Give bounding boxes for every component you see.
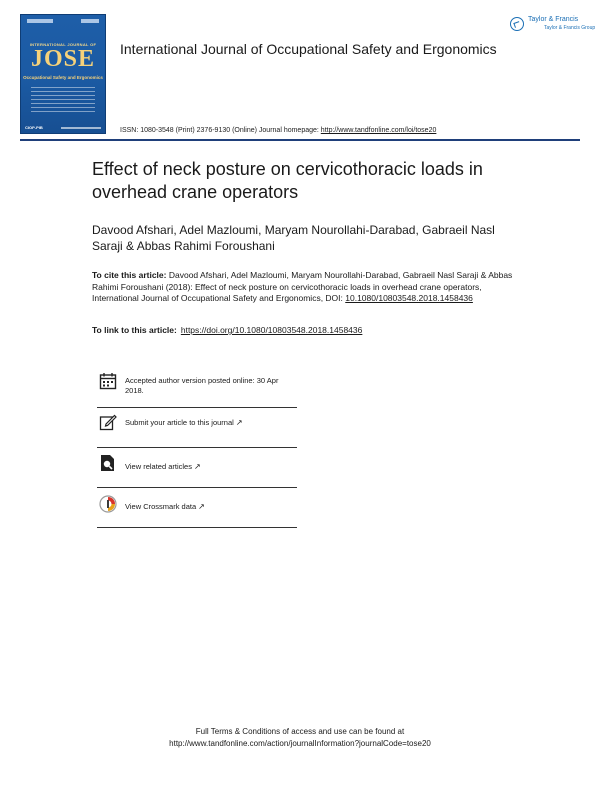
journal-title: International Journal of Occupational Safety and Ergonomics bbox=[120, 41, 497, 57]
terms-footer bbox=[0, 726, 600, 750]
cover-mark bbox=[81, 19, 99, 23]
external-link-icon: ↗ bbox=[198, 502, 205, 511]
publisher-name: Taylor & Francis bbox=[528, 16, 579, 23]
citation-text: Davood Afshari, Adel Mazloumi, Maryam Nourollahi-Darabad, Gabraeil Nasl Saraji & Abbas Rahimi Foroushani (2018): Effect of neck posture on cervicothoracic loads in overhead crane operators, International Journal of Occupational Safety and Ergonomics, DOI: bbox=[92, 270, 513, 303]
publisher-group: Taylor & Francis Group bbox=[544, 25, 596, 31]
citation-block bbox=[92, 270, 522, 305]
cover-subtitle: Occupational Safety and Ergonomics bbox=[23, 75, 103, 80]
external-link-icon: ↗ bbox=[235, 418, 243, 427]
article-doi-url[interactable]: https://doi.org/10.1080/10803548.2018.1458436 bbox=[180, 325, 363, 335]
calendar-icon bbox=[99, 372, 117, 390]
cover-series: INTERNATIONAL JOURNAL OF bbox=[29, 42, 97, 47]
related-articles-icon bbox=[99, 454, 117, 472]
submit-article-link[interactable] bbox=[125, 418, 243, 428]
taylor-francis-logo[interactable] bbox=[510, 16, 596, 36]
crossmark-icon bbox=[99, 495, 117, 513]
article-link-label: To link to this article: bbox=[92, 325, 177, 335]
citation-doi-link[interactable]: 10.1080/10803548.2018.1458436 bbox=[345, 293, 473, 303]
article-link-block bbox=[92, 325, 522, 335]
citation-label: To cite this article: bbox=[92, 270, 167, 280]
cover-title: JOSE bbox=[30, 46, 96, 72]
issn-text: ISSN: 1080-3548 (Print) 2376-9130 (Online) Journal homepage: bbox=[120, 127, 321, 134]
crossmark-row[interactable] bbox=[97, 488, 297, 528]
header-divider bbox=[20, 139, 580, 141]
cover-publisher: CIOP-PIB bbox=[25, 125, 43, 130]
crossmark-link[interactable] bbox=[125, 502, 205, 512]
journal-cover bbox=[20, 14, 106, 134]
accepted-version-text: Accepted author version posted online: 30 Apr 2018. bbox=[125, 376, 279, 395]
cover-mark bbox=[61, 127, 101, 129]
taylor-francis-icon bbox=[510, 17, 524, 31]
cover-text-lines bbox=[31, 87, 95, 115]
external-link-icon: ↗ bbox=[193, 462, 201, 471]
article-title: Effect of neck posture on cervicothoracic loads in overhead crane operators bbox=[92, 159, 483, 202]
related-articles-link[interactable] bbox=[125, 462, 201, 472]
terms-text: Full Terms & Conditions of access and use can be found at bbox=[195, 727, 405, 736]
issn-line bbox=[120, 127, 436, 134]
cover-mark bbox=[27, 19, 53, 23]
submit-article-row[interactable] bbox=[97, 408, 297, 448]
submit-article-text: Submit your article to this journal bbox=[125, 418, 234, 427]
edit-icon bbox=[99, 413, 117, 431]
article-authors: Davood Afshari, Adel Mazloumi, Maryam Nourollahi-Darabad, Gabraeil Nasl Saraji & Abbas Rahimi Foroushani bbox=[92, 223, 495, 253]
crossmark-text: View Crossmark data bbox=[125, 502, 197, 511]
accepted-version-row bbox=[97, 367, 297, 408]
terms-url[interactable]: http://www.tandfonline.com/action/journalInformation?journalCode=tose20 bbox=[169, 739, 431, 748]
journal-homepage-link[interactable]: http://www.tandfonline.com/loi/tose20 bbox=[320, 127, 437, 134]
related-articles-text: View related articles bbox=[125, 462, 192, 471]
related-articles-row[interactable] bbox=[97, 448, 297, 488]
article-actions bbox=[97, 367, 297, 528]
